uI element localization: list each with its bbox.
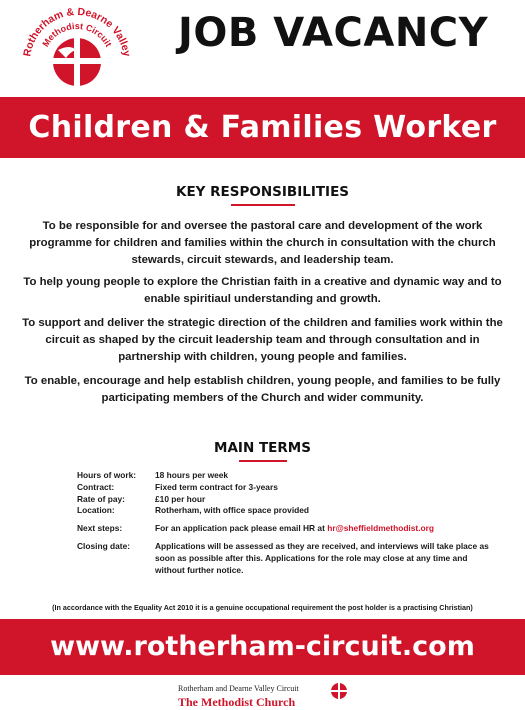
job-title: Children & Families Worker xyxy=(28,110,497,145)
key-responsibilities-heading: KEY RESPONSIBILITIES xyxy=(0,184,525,206)
term-value: Rotherham, with office space provided xyxy=(155,505,310,516)
term-label: Location: xyxy=(77,505,115,516)
main-terms-list xyxy=(77,470,497,576)
term-value: Fixed term contract for 3-years xyxy=(155,481,278,492)
logo-arc-text-outer: Rotherham & Dearne Valley xyxy=(21,5,133,58)
responsibility-item: To help young people to explore the Christian faith in a creative and dynamic way and to enable spiritiaul understanding and growth. xyxy=(23,276,502,305)
responsibility-item: To enable, encourage and help establish children, young people, and families to be fully participating members of the Church and wider community. xyxy=(24,375,501,404)
term-value: £10 per hour xyxy=(155,493,206,504)
footer-circuit-name: Rotherham and Dearne Valley Circuit xyxy=(178,684,299,693)
logo-arc-text-inner: Methodist Circuit xyxy=(40,20,114,49)
next-steps-text: For an application pack please email HR at xyxy=(155,523,328,534)
term-contract xyxy=(77,482,497,494)
equality-act-note: (In accordance with the Equality Act 2010 it is a genuine occupational requirement the post holder is a practising Christian) xyxy=(52,603,473,612)
term-value: 18 hours per week xyxy=(155,470,229,480)
heading-underline xyxy=(239,460,287,462)
footer-church-name: The Methodist Church xyxy=(178,695,296,709)
term-next-steps xyxy=(77,523,497,535)
term-label: Rate of pay: xyxy=(77,493,125,504)
responsibility-item: To support and deliver the strategic direction of the children and families work within the circuit as shaped by the circuit leadership team and through consultation and in partnership with children, young people and families. xyxy=(22,317,503,363)
hr-email-link[interactable]: hr@sheffieldmethodist.org xyxy=(327,523,435,534)
term-location xyxy=(77,505,497,517)
term-closing-date xyxy=(77,541,497,576)
methodist-orb-icon xyxy=(330,682,348,700)
main-terms-heading: MAIN TERMS xyxy=(0,440,525,462)
circuit-logo xyxy=(18,0,136,90)
term-label: Closing date: xyxy=(77,540,131,551)
term-label: Contract: xyxy=(77,481,115,492)
term-label: Next steps: xyxy=(77,523,123,534)
website-link[interactable]: www.rotherham-circuit.com xyxy=(50,631,475,662)
responsibility-item: To be responsible for and oversee the pastoral care and development of the work programme for children and families within the church in consultation with the church stewards, circuit stewards, and leadership team. xyxy=(29,220,496,266)
term-label: Hours of work: xyxy=(77,470,137,480)
heading-underline xyxy=(231,204,295,206)
job-vacancy-heading: JOB VACANCY xyxy=(178,10,489,56)
term-value xyxy=(155,523,497,535)
term-pay xyxy=(77,494,497,506)
term-value: Applications will be assessed as they are received, and interviews will take place as soon as possible after this. Applications for the role may close at any time and without further notice. xyxy=(155,540,489,575)
term-hours xyxy=(77,470,497,482)
job-title-banner xyxy=(0,97,525,158)
methodist-logo-icon xyxy=(53,38,101,86)
website-banner xyxy=(0,619,525,675)
